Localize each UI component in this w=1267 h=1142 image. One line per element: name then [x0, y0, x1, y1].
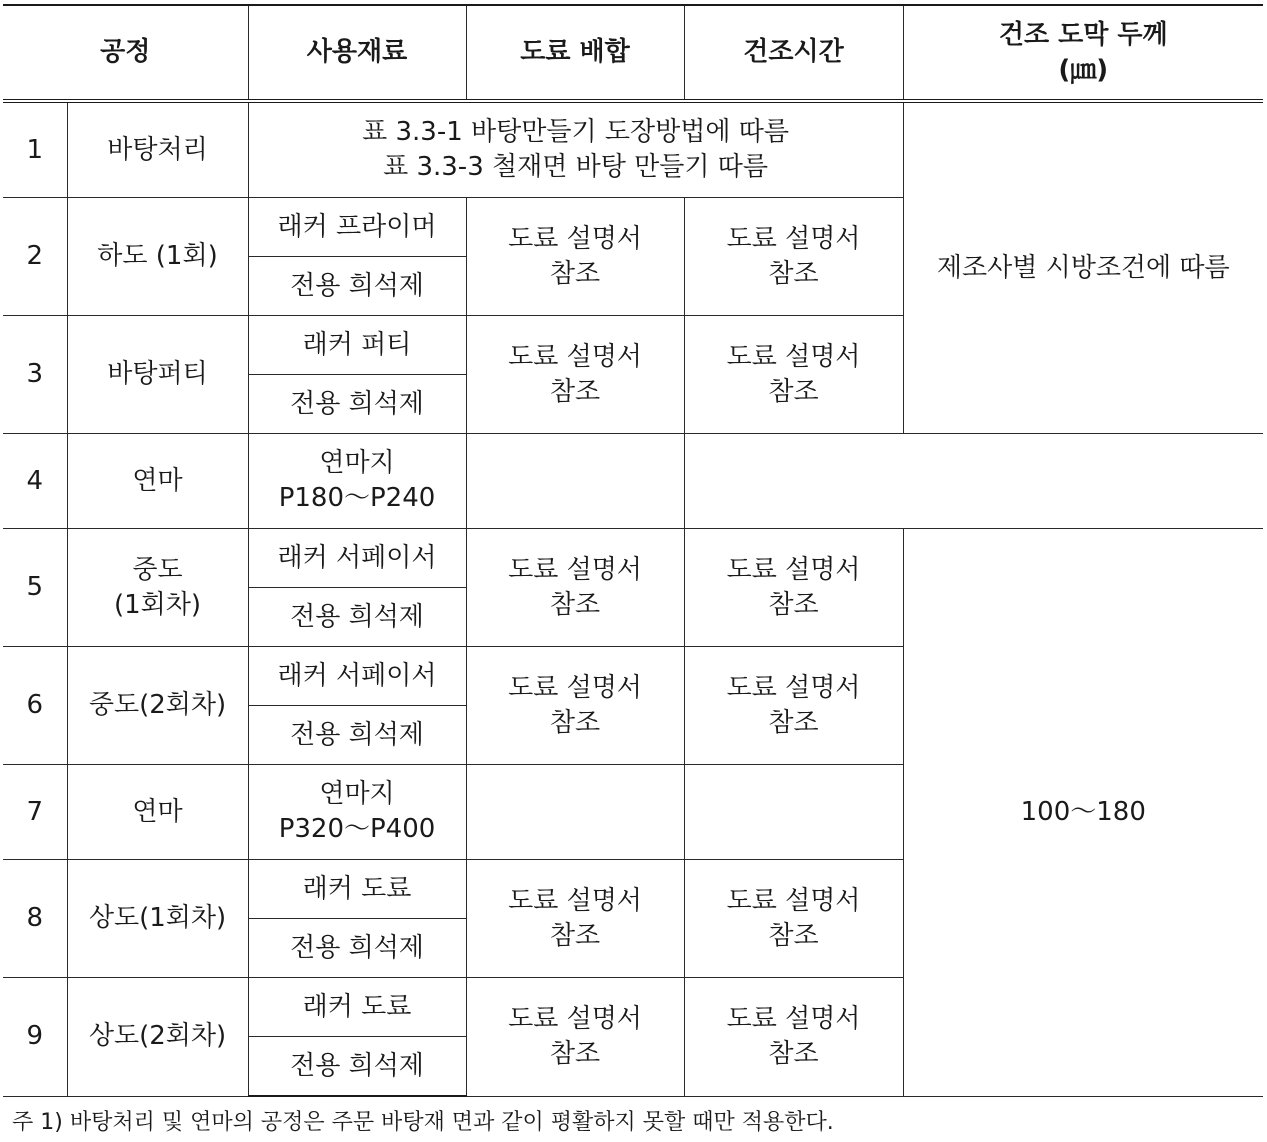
reference-line-2: 표 3.3-3 철재면 바탕 만들기 따름: [383, 152, 768, 182]
row-number: 1: [3, 101, 67, 198]
row-mix: [466, 978, 684, 1097]
row-process: 하도 (1회): [67, 198, 248, 316]
table-row: [3, 529, 1263, 588]
row-dry-time: [684, 529, 903, 647]
row-process: 연마: [67, 434, 248, 529]
mix-line-1: 도료 설명서: [508, 223, 642, 254]
row-material: 전용 희석제: [248, 375, 466, 434]
row-mix: [466, 860, 684, 978]
dry-line-1: 도료 설명서: [726, 223, 861, 254]
header-mix: 도료 배합: [466, 5, 684, 101]
mix-line-2: 참조: [549, 258, 601, 289]
dry-line-2: 참조: [768, 376, 819, 407]
material-line-1: 연마지: [319, 779, 395, 809]
row-mix: [466, 198, 684, 316]
row-number: 4: [3, 434, 67, 529]
row-material: 래커 서페이서: [248, 529, 466, 588]
row-process: [67, 529, 248, 647]
row-material: [248, 434, 466, 529]
mix-line-2: 참조: [549, 376, 601, 407]
row-dry-time: [684, 316, 903, 434]
header-row: [3, 5, 1263, 101]
thickness-group-1: 제조사별 시방조건에 따름: [903, 101, 1263, 434]
row-process: 상도(1회차): [67, 860, 248, 978]
row-dry-time: [684, 860, 903, 978]
mix-line-2: 참조: [549, 589, 601, 620]
row-material: [248, 765, 466, 860]
dry-line-1: 도료 설명서: [726, 1003, 861, 1034]
row-material: 전용 희석제: [248, 588, 466, 647]
reference-line-1: 표 3.3-1 바탕만들기 도장방법에 따름: [362, 117, 789, 147]
material-line-2: P180～P240: [278, 483, 436, 513]
mix-line-2: 참조: [549, 1038, 601, 1069]
table-row: [3, 434, 1263, 529]
row-number: 7: [3, 765, 67, 860]
row-mix: [466, 647, 684, 765]
mix-line-1: 도료 설명서: [508, 554, 642, 585]
dry-line-1: 도료 설명서: [726, 672, 861, 703]
row-process: 상도(2회차): [67, 978, 248, 1097]
header-thickness: [903, 5, 1263, 101]
mix-line-1: 도료 설명서: [508, 1003, 642, 1034]
header-thickness-unit: (㎛): [1058, 54, 1109, 85]
dry-line-2: 참조: [768, 1038, 819, 1069]
row-process: 바탕퍼티: [67, 316, 248, 434]
row-merged-reference: [248, 101, 903, 198]
row-dry-time: [684, 978, 903, 1097]
material-line-1: 연마지: [319, 448, 395, 478]
dry-line-1: 도료 설명서: [726, 554, 861, 585]
row-material: 전용 희석제: [248, 919, 466, 978]
row-dry-time: [684, 198, 903, 316]
row-number: 2: [3, 198, 67, 316]
header-material: 사용재료: [248, 5, 466, 101]
row-number: 9: [3, 978, 67, 1097]
dry-line-2: 참조: [768, 589, 819, 620]
dry-line-2: 참조: [768, 707, 819, 738]
row-material: 래커 도료: [248, 978, 466, 1037]
table-footnote: 주 1) 바탕처리 및 연마의 공정은 주문 바탕재 면과 같이 평활하지 못할 때만 적용한다.: [12, 1110, 834, 1135]
row-material: 전용 희석제: [248, 257, 466, 316]
row-material: 전용 희석제: [248, 706, 466, 765]
dry-line-1: 도료 설명서: [726, 885, 861, 916]
header-process: 공정: [3, 5, 248, 101]
paint-spec-table: [3, 4, 1263, 1097]
row-process: 바탕처리: [67, 101, 248, 198]
dry-line-2: 참조: [768, 258, 819, 289]
row-number: 6: [3, 647, 67, 765]
mix-line-1: 도료 설명서: [508, 885, 642, 916]
table-row: [3, 101, 1263, 198]
row-mix: [466, 316, 684, 434]
header-thickness-label: 건조 도막 두께: [998, 19, 1168, 50]
row-dry-time-empty: [684, 434, 903, 529]
row-mix-empty: [466, 765, 684, 860]
material-line-2: P320～P400: [278, 814, 436, 844]
row-process: 연마: [67, 765, 248, 860]
mix-line-1: 도료 설명서: [508, 341, 642, 372]
row-dry-time-empty: [684, 765, 903, 860]
row-material: 전용 희석제: [248, 1037, 466, 1097]
mix-line-2: 참조: [549, 707, 601, 738]
row-number: 5: [3, 529, 67, 647]
process-line-1: 중도: [132, 554, 183, 585]
row-material: 래커 서페이서: [248, 647, 466, 706]
row-dry-time: [684, 647, 903, 765]
mix-line-1: 도료 설명서: [508, 672, 642, 703]
row-material: 래커 도료: [248, 860, 466, 919]
thickness-group-2: 100～180: [903, 529, 1263, 1097]
mix-line-2: 참조: [549, 920, 601, 951]
dry-line-2: 참조: [768, 920, 819, 951]
row-number: 8: [3, 860, 67, 978]
row-material: 래커 프라이머: [248, 198, 466, 257]
row-process: 중도(2회차): [67, 647, 248, 765]
row-material: 래커 퍼티: [248, 316, 466, 375]
process-line-2: (1회차): [113, 589, 202, 620]
dry-line-1: 도료 설명서: [726, 341, 861, 372]
row-mix-empty: [466, 434, 684, 529]
row-number: 3: [3, 316, 67, 434]
header-dry-time: 건조시간: [684, 5, 903, 101]
row-mix: [466, 529, 684, 647]
